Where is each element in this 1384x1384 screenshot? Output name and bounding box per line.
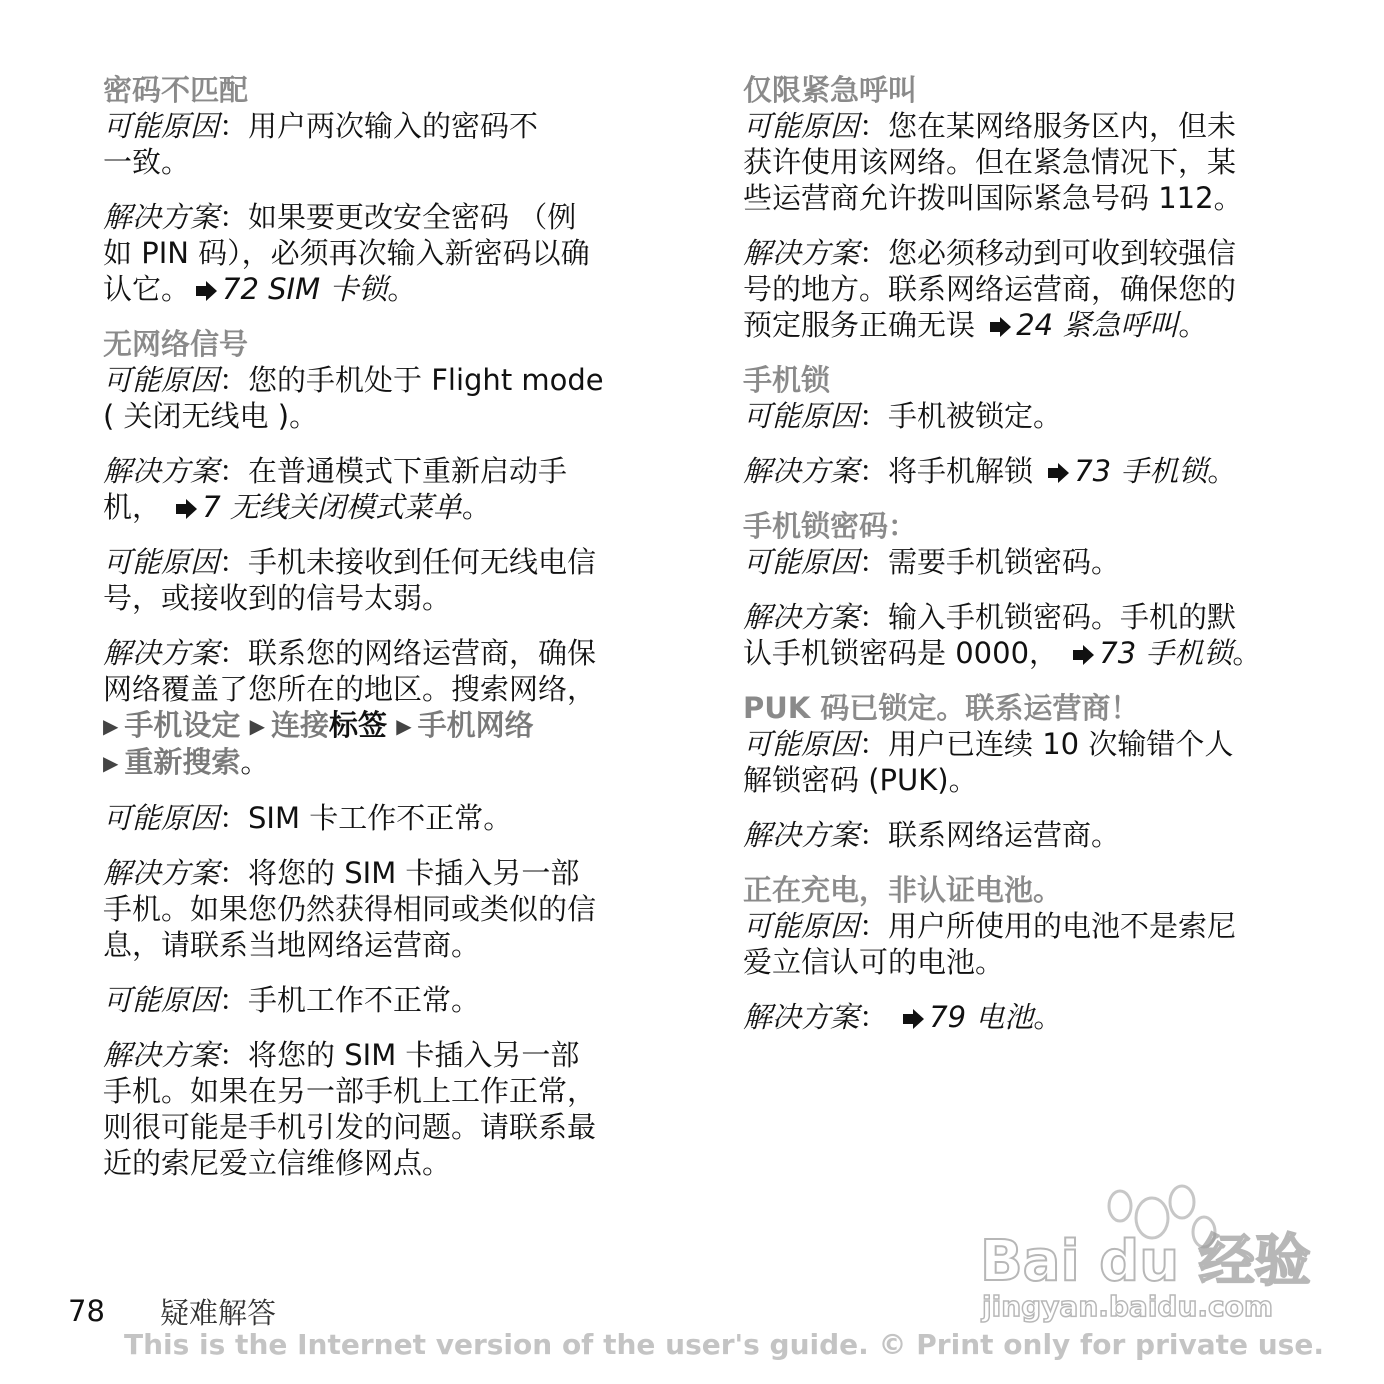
text-segment: 。	[461, 490, 491, 524]
text-segment: 则很可能是手机引发的问题。请联系最	[103, 1110, 597, 1144]
emphasis-text: 可能原因	[103, 545, 220, 579]
text-segment: ：输入手机锁密码。手机的默	[859, 600, 1237, 634]
text-line	[743, 398, 1303, 434]
menu-path-item: 手机设定	[124, 708, 241, 742]
menu-path-arrow-icon: ▶	[249, 714, 266, 738]
text-line	[743, 544, 1303, 580]
text-line	[743, 944, 1303, 980]
cross-reference-arrow-icon	[988, 307, 1012, 343]
text-line	[103, 453, 663, 489]
emphasis-text: 72 SIM 卡锁	[222, 272, 388, 306]
text-segment: 息，请联系当地网络运营商。	[103, 928, 481, 962]
text-line	[103, 144, 663, 180]
text-line	[103, 635, 663, 671]
paragraph	[743, 999, 1303, 1035]
paragraph	[103, 108, 663, 180]
paragraph	[103, 1037, 663, 1181]
text-line	[743, 144, 1303, 180]
emphasis-text: 解决方案	[103, 454, 220, 488]
text-segment: ( 关闭无线电 )。	[103, 399, 319, 433]
text-segment: 。	[1033, 1000, 1063, 1034]
text-line	[103, 199, 663, 235]
text-line	[743, 453, 1303, 489]
watermark-url: jingyan.baidu.com	[982, 1290, 1274, 1323]
text-segment: 爱立信认可的电池。	[743, 945, 1005, 979]
cross-reference-arrow-icon	[174, 489, 198, 525]
paragraph	[103, 635, 663, 781]
text-segment: 手机。如果您仍然获得相同或类似的信	[103, 892, 597, 926]
paragraph	[103, 453, 663, 525]
section-heading: 手机锁密码：	[743, 509, 918, 543]
text-segment: ：	[859, 1000, 898, 1034]
paragraph	[743, 908, 1303, 980]
text-segment: 如 PIN 码），必须再次输入新密码以确	[103, 236, 590, 270]
emphasis-text: 可能原因	[743, 545, 860, 579]
emphasis-text: 解决方案	[103, 636, 220, 670]
emphasis-text: 解决方案	[743, 818, 860, 852]
text-segment: ：用户所使用的电池不是索尼	[859, 909, 1237, 943]
text-line	[743, 908, 1303, 944]
text-segment: 号，或接收到的信号太弱。	[103, 581, 452, 615]
emphasis-text: 解决方案	[743, 600, 860, 634]
text-line	[103, 982, 663, 1018]
emphasis-text: 可能原因	[743, 109, 860, 143]
menu-path-arrow-icon: ▶	[103, 714, 119, 738]
text-line	[743, 180, 1303, 216]
text-segment: 。	[1207, 454, 1237, 488]
text-segment: ：用户两次输入的密码不	[219, 109, 539, 143]
text-line	[743, 599, 1303, 635]
section-heading: 仅限紧急呼叫	[743, 73, 918, 107]
text-line	[743, 271, 1303, 307]
menu-path-arrow-icon: ▶	[103, 751, 119, 775]
text-line	[743, 235, 1303, 271]
paragraph	[743, 235, 1303, 343]
text-segment: 认手机锁密码是 0000，	[743, 636, 1068, 670]
paragraph	[743, 544, 1303, 580]
text-segment: 。	[387, 272, 417, 306]
section-heading: PUK 码已锁定。联系运营商！	[743, 691, 1140, 725]
text-line	[743, 635, 1303, 671]
emphasis-text: 24 紧急呼叫	[1016, 308, 1179, 342]
text-segment: ：将您的 SIM 卡插入另一部	[219, 1038, 580, 1072]
cross-reference-arrow-icon	[1071, 635, 1095, 671]
text-segment: ：手机被锁定。	[859, 399, 1063, 433]
emphasis-text: 7 无线关闭模式菜单	[202, 490, 462, 524]
text-segment: ：您必须移动到可收到较强信	[859, 236, 1237, 270]
emphasis-text: 可能原因	[743, 727, 860, 761]
text-line	[743, 307, 1303, 343]
paragraph	[743, 817, 1303, 853]
paragraph	[743, 398, 1303, 434]
text-segment: 手机。如果在另一部手机上工作正常，	[103, 1074, 597, 1108]
emphasis-text: 可能原因	[743, 909, 860, 943]
emphasis-text: 可能原因	[103, 109, 220, 143]
text-segment: 。	[1178, 308, 1208, 342]
paragraph	[743, 108, 1303, 216]
text-line	[743, 762, 1303, 798]
text-segment: ：您在某网络服务区内，但未	[859, 109, 1237, 143]
text-segment: ：联系您的网络运营商，确保	[219, 636, 597, 670]
text-line	[103, 1145, 663, 1181]
page-number: 78	[68, 1294, 105, 1328]
paragraph	[743, 453, 1303, 489]
menu-path-arrow-icon: ▶	[396, 714, 412, 738]
menu-path-item: 手机网络	[417, 708, 534, 742]
emphasis-text: 可能原因	[743, 399, 860, 433]
cross-reference-arrow-icon	[1046, 453, 1070, 489]
paragraph	[103, 800, 663, 836]
cross-reference-arrow-icon	[901, 999, 925, 1035]
text-line	[743, 726, 1303, 762]
emphasis-text: 可能原因	[103, 801, 220, 835]
text-line	[103, 671, 663, 707]
emphasis-text: 解决方案	[743, 236, 860, 270]
text-line	[103, 544, 663, 580]
paragraph	[103, 855, 663, 963]
paragraph	[103, 199, 663, 307]
emphasis-text: 解决方案	[103, 856, 220, 890]
text-segment: 。	[240, 745, 270, 779]
text-segment: ：需要手机锁密码。	[859, 545, 1121, 579]
text-line	[103, 1109, 663, 1145]
watermark-logo: Bai du 经验	[980, 1229, 1311, 1294]
right-column	[743, 72, 1303, 1054]
paragraph	[103, 544, 663, 616]
cross-reference-arrow-icon	[194, 271, 218, 307]
paragraph	[103, 362, 663, 434]
footer-note: This is the Internet version of the user's guide. © Print only for private use.	[124, 1328, 1324, 1361]
text-segment: ：将手机解锁	[859, 454, 1043, 488]
text-line	[103, 271, 663, 307]
text-line	[103, 855, 663, 891]
text-segment: ：手机工作不正常。	[219, 983, 481, 1017]
text-line	[103, 744, 663, 781]
text-segment: 获许使用该网络。但在紧急情况下，某	[743, 145, 1237, 179]
emphasis-text: 73 手机锁	[1099, 636, 1233, 670]
text-segment: ：将您的 SIM 卡插入另一部	[219, 856, 580, 890]
menu-path-item: 重新搜索	[124, 745, 241, 779]
baidu-jingyan-watermark	[960, 1170, 1320, 1340]
text-segment: ：SIM 卡工作不正常。	[219, 801, 513, 835]
text-line	[103, 489, 663, 525]
menu-path-item: 连接	[271, 708, 330, 742]
text-segment	[240, 708, 249, 742]
text-segment: 近的索尼爱立信维修网点。	[103, 1146, 452, 1180]
emphasis-text: 解决方案	[103, 1038, 220, 1072]
text-line	[103, 891, 663, 927]
text-segment: 号的地方。联系网络运营商，确保您的	[743, 272, 1237, 306]
emphasis-text: 解决方案	[103, 200, 220, 234]
text-line	[103, 927, 663, 963]
text-line	[743, 817, 1303, 853]
text-line	[743, 108, 1303, 144]
text-line	[103, 580, 663, 616]
text-line	[103, 235, 663, 271]
paragraph	[103, 982, 663, 1018]
text-line	[103, 398, 663, 434]
text-segment: 。	[1232, 636, 1262, 670]
text-segment: 网络覆盖了您所在的地区。搜索网络，	[103, 672, 597, 706]
text-line	[743, 999, 1303, 1035]
section-name: 疑难解答	[160, 1296, 277, 1330]
text-segment: ：如果要更改安全密码 （例	[219, 200, 577, 234]
text-line	[103, 1037, 663, 1073]
text-segment: 认它。	[103, 272, 191, 306]
emphasis-text: 79 电池	[929, 1000, 1034, 1034]
text-segment: ：用户已连续 10 次输错个人	[859, 727, 1234, 761]
text-segment: ：在普通模式下重新启动手	[219, 454, 568, 488]
emphasis-text: 可能原因	[103, 363, 220, 397]
emphasis-text: 解决方案	[743, 454, 860, 488]
text-segment: ：您的手机处于 Flight mode	[219, 363, 604, 397]
text-line	[103, 1073, 663, 1109]
left-column	[103, 72, 663, 1200]
text-segment	[387, 708, 396, 742]
menu-path-item: 标签	[329, 708, 388, 742]
text-line	[103, 800, 663, 836]
section-heading: 无网络信号	[103, 327, 249, 361]
text-line	[103, 362, 663, 398]
emphasis-text: 73 手机锁	[1074, 454, 1208, 488]
text-segment: ：手机未接收到任何无线电信	[219, 545, 597, 579]
text-segment: 预定服务正确无误	[743, 308, 985, 342]
emphasis-text: 解决方案	[743, 1000, 860, 1034]
section-heading: 手机锁	[743, 363, 831, 397]
emphasis-text: 可能原因	[103, 983, 220, 1017]
text-line	[103, 707, 663, 744]
text-line	[103, 108, 663, 144]
text-segment: ：联系网络运营商。	[859, 818, 1121, 852]
text-segment: 机，	[103, 490, 171, 524]
text-segment: 解锁密码 (PUK)。	[743, 763, 978, 797]
section-heading: 正在充电，非认证电池。	[743, 873, 1063, 907]
section-heading: 密码不匹配	[103, 73, 249, 107]
paragraph	[743, 599, 1303, 671]
paragraph	[743, 726, 1303, 798]
text-segment: 些运营商允许拨叫国际紧急号码 112。	[743, 181, 1243, 215]
text-segment: 一致。	[103, 145, 191, 179]
